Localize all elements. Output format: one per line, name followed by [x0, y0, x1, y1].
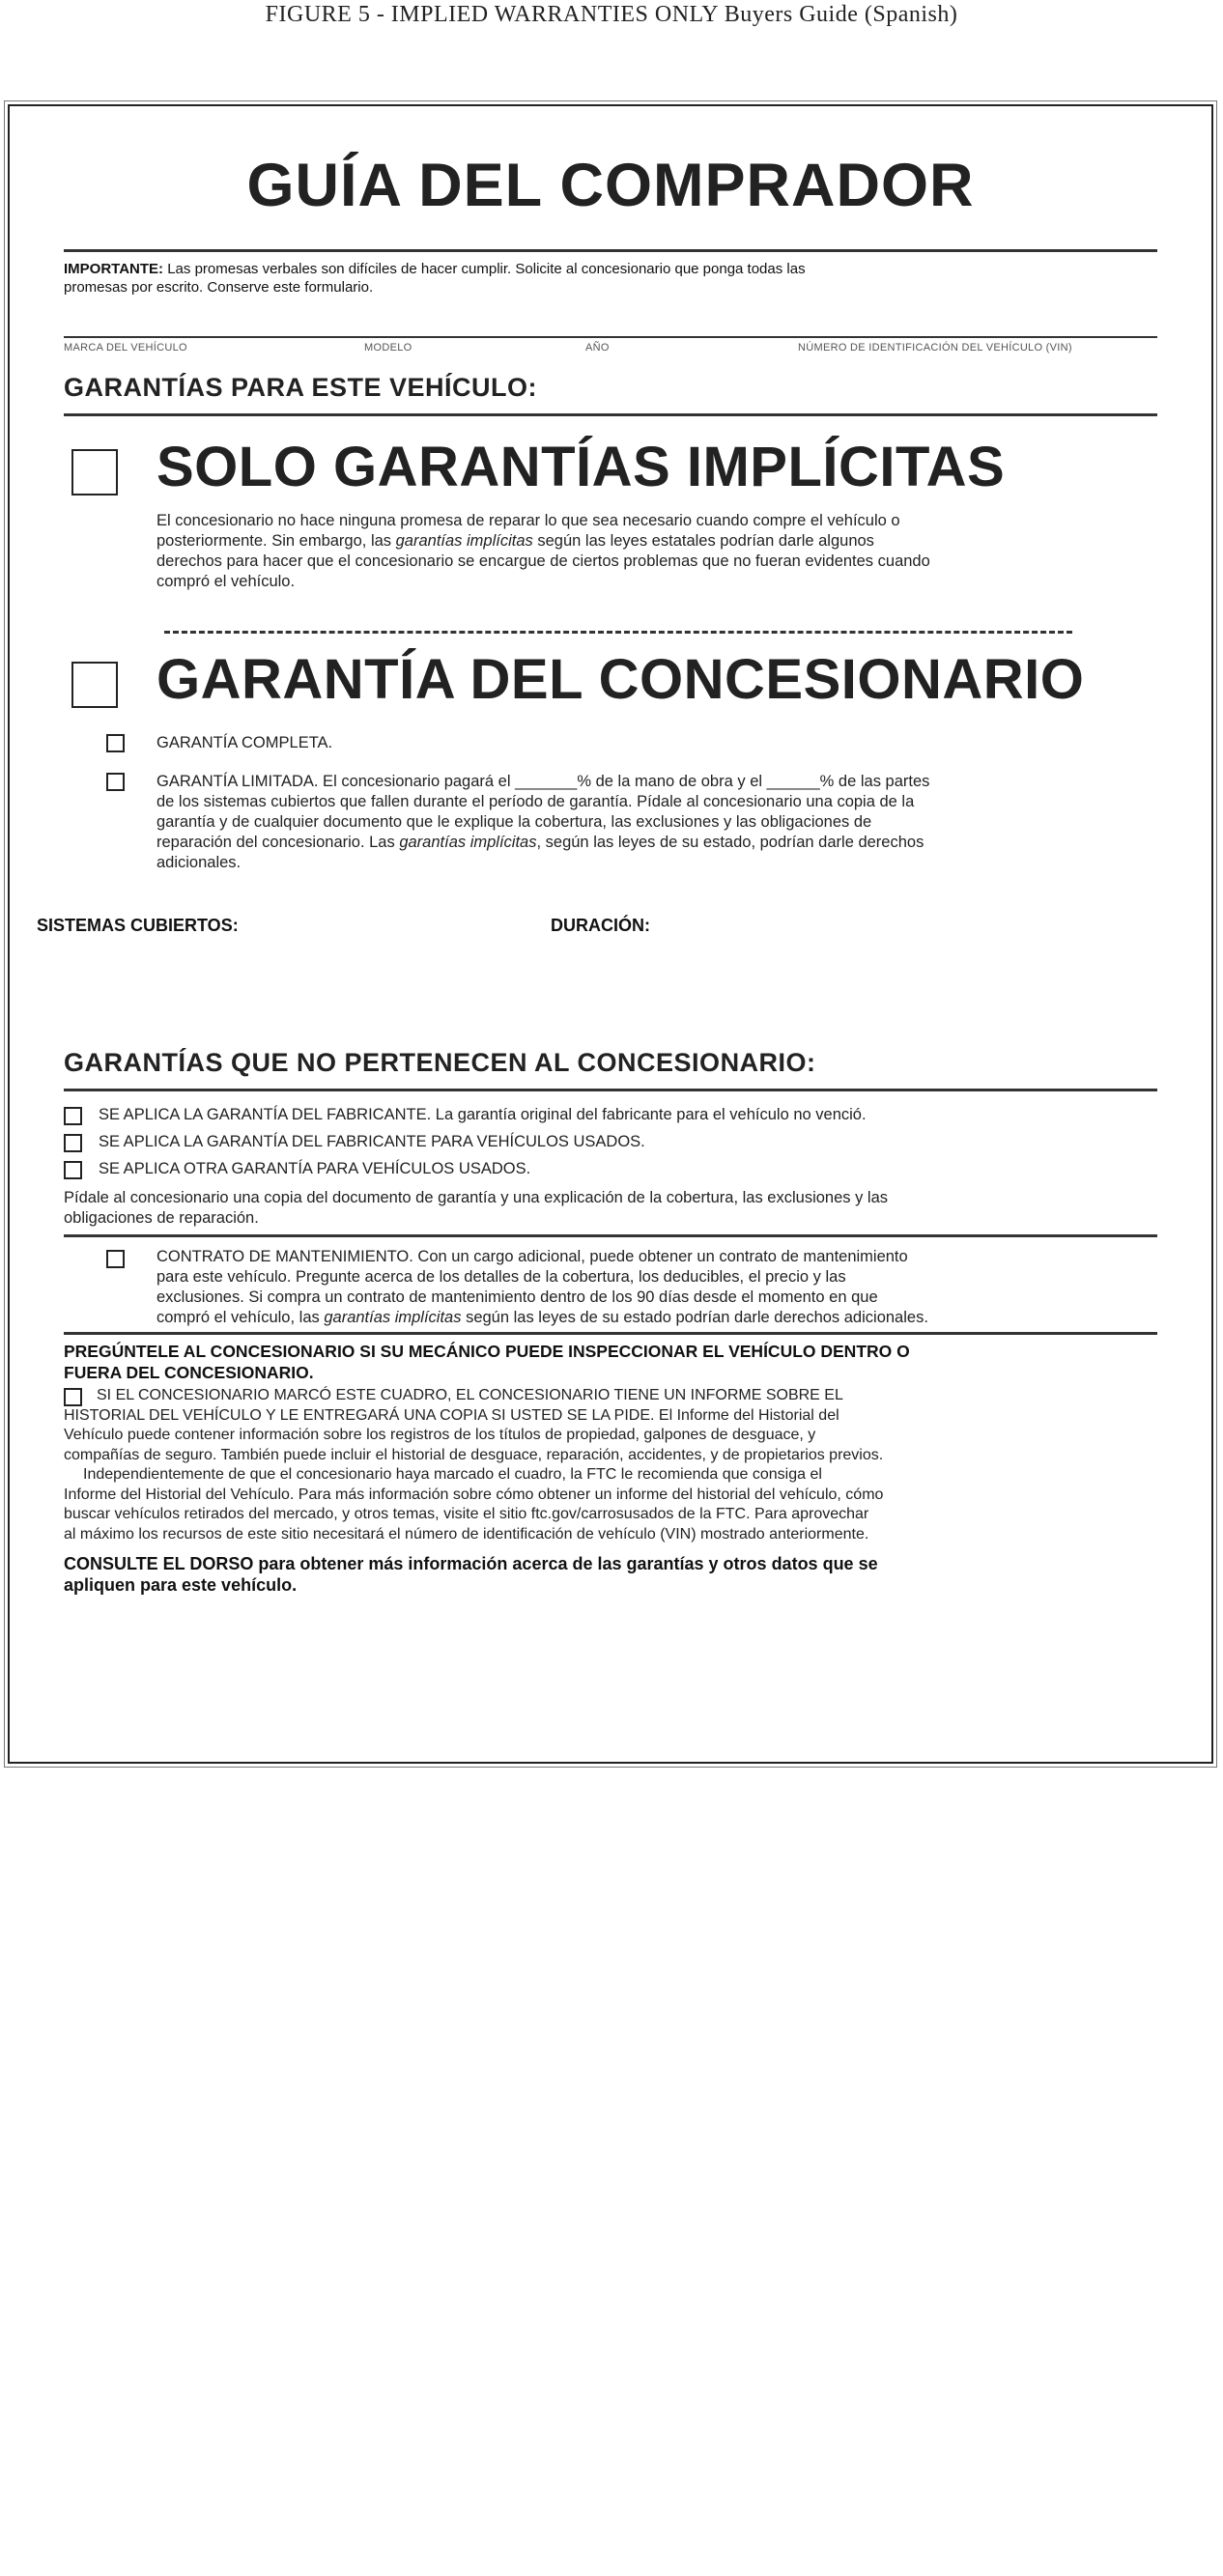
manufacturer-used-warranty-option: SE APLICA LA GARANTÍA DEL FABRICANTE PARA VEHÍCULOS USADOS. [99, 1133, 645, 1150]
other-used-warranty-option: SE APLICA OTRA GARANTÍA PARA VEHÍCULOS USADOS. [99, 1160, 531, 1177]
warranties-rule [64, 413, 1157, 416]
dashed-divider [164, 631, 1072, 634]
implied-line-4: compró el vehículo. [156, 573, 296, 590]
important-label: IMPORTANTE: [64, 261, 164, 277]
important-notice [64, 260, 1165, 297]
other-used-warranty-checkbox[interactable] [64, 1161, 82, 1179]
maintenance-line-2: para este vehículo. Pregunte acerca de los detalles de la cobertura, los deducibles, el precio y las [156, 1268, 846, 1286]
limited-warranty-checkbox[interactable] [106, 773, 125, 791]
important-text-2: promesas por escrito. Conserve este formulario. [64, 279, 374, 296]
non-dealer-rule [64, 1089, 1157, 1091]
limited-line-4b: garantías implícitas [399, 834, 537, 851]
inspection-rule [64, 1332, 1157, 1335]
inspection-question [64, 1341, 1165, 1383]
see-back-notice [64, 1553, 1165, 1596]
inspection-line-1: PREGÚNTELE AL CONCESIONARIO SI SU MECÁNICO PUEDE INSPECCIONAR EL VEHÍCULO DENTRO O [64, 1342, 910, 1361]
implied-line-1: El concesionario no hace ninguna promesa de reparar lo que sea necesario cuando compre el vehículo o [156, 512, 900, 529]
important-text-1: Las promesas verbales son difíciles de hacer cumplir. Solicite al concesionario que ponga todas las [163, 261, 806, 277]
opt1-detail: La garantía original del fabricante para el vehículo no venció. [431, 1106, 867, 1123]
buyers-guide-form [8, 104, 1213, 1764]
ask-line-2: obligaciones de reparación. [64, 1209, 259, 1227]
vehicle-make-label: MARCA DEL VEHÍCULO [64, 342, 187, 354]
dealer-warranty-heading: GARANTÍA DEL CONCESIONARIO [156, 648, 1085, 711]
inspection-line-2: FUERA DEL CONCESIONARIO. [64, 1363, 314, 1382]
manufacturer-used-warranty-checkbox[interactable] [64, 1134, 82, 1152]
maintenance-line-4b: garantías implícitas [324, 1309, 462, 1326]
history-line-2b: El Informe del Historial del [654, 1406, 839, 1424]
implied-warranty-heading: SOLO GARANTÍAS IMPLÍCITAS [156, 436, 1006, 498]
duration-label: DURACIÓN: [551, 916, 650, 935]
history-line-4: compañías de seguro. También puede incluir el historial de desguace, reparación, accidentes, y de propietarios previos. [64, 1446, 884, 1463]
implied-warranty-checkbox[interactable] [71, 449, 118, 495]
limited-line-4c: , según las leyes de su estado, podrían darle derechos [536, 834, 924, 851]
history-line-5: Independientemente de que el concesionario haya marcado el cuadro, la FTC le recomienda que consiga el [83, 1466, 822, 1483]
manufacturer-warranty-checkbox[interactable] [64, 1107, 82, 1125]
ask-line-1: Pídale al concesionario una copia del documento de garantía y una explicación de la cobertura, las exclusiones y las [64, 1189, 889, 1206]
implied-line-2a: posteriormente. Sin embargo, las [156, 532, 396, 550]
limited-line-2: de los sistemas cubiertos que fallen durante el período de garantía. Pídale al concesionario una copia de la [156, 793, 915, 810]
maintenance-contract-text [156, 1247, 1180, 1328]
implied-line-2c: según las leyes estatales podrían darle algunos [532, 532, 874, 550]
history-line-8: al máximo los recursos de este sitio necesitará el número de identificación de vehículo (VIN) mostrado anteriormente. [64, 1525, 869, 1543]
maintenance-line-4c: según las leyes de su estado podrían darle derechos adicionales. [461, 1309, 928, 1326]
limited-line-4a: reparación del concesionario. Las [156, 834, 400, 851]
vehicle-vin-label: NÚMERO DE IDENTIFICACIÓN DEL VEHÍCULO (VIN) [798, 342, 1072, 354]
maintenance-line-4a: compró el vehículo, las [156, 1309, 325, 1326]
full-warranty-label: GARANTÍA COMPLETA. [156, 734, 333, 751]
ask-copy-text [64, 1188, 1155, 1229]
implied-warranty-text [156, 511, 1171, 592]
footer-line-1b: para obtener más información acerca de las garantías y otros datos que se [253, 1554, 878, 1573]
limited-line-3: garantía y de cualquier documento que le explique la cobertura, las exclusiones y las obligaciones de [156, 813, 872, 831]
maintenance-rule [64, 1234, 1157, 1237]
figure-caption: FIGURE 5 - IMPLIED WARRANTIES ONLY Buyers Guide (Spanish) [265, 2, 958, 27]
limited-line-5: adicionales. [156, 854, 242, 871]
history-line-7: buscar vehículos retirados del mercado, y otros temas, visite el sitio ftc.gov/carrosusados de la FTC. Para aprovechar [64, 1506, 869, 1522]
manufacturer-warranty-option [99, 1105, 867, 1125]
limited-line-1: GARANTÍA LIMITADA. El concesionario pagará el _______% de la mano de obra y el ______% de las partes [156, 773, 930, 790]
page-title: GUÍA DEL COMPRADOR [246, 152, 975, 219]
maintenance-line-1: CONTRATO DE MANTENIMIENTO. Con un cargo adicional, puede obtener un contrato de mantenimiento [156, 1248, 908, 1265]
maintenance-contract-checkbox[interactable] [106, 1250, 125, 1268]
implied-line-2b: garantías implícitas [395, 532, 533, 550]
dealer-warranty-checkbox[interactable] [71, 662, 118, 708]
vehicle-model-label: MODELO [364, 342, 412, 354]
footer-line-1a: CONSULTE EL DORSO [64, 1554, 254, 1573]
history-line-3: Vehículo puede contener información sobre los registros de los títulos de propiedad, galpones de desguace, y [64, 1427, 816, 1443]
history-line-6: Informe del Historial del Vehículo. Para más información sobre cómo obtener un informe del historial del vehículo, cómo [64, 1486, 884, 1503]
history-line-2a: HISTORIAL DEL VEHÍCULO Y LE ENTREGARÁ UNA COPIA SI USTED SE LA PIDE. [64, 1406, 655, 1424]
full-warranty-checkbox[interactable] [106, 734, 125, 752]
history-line-1: SI EL CONCESIONARIO MARCÓ ESTE CUADRO, EL CONCESIONARIO TIENE UN INFORME SOBRE EL [97, 1387, 843, 1403]
history-report-text [64, 1386, 1175, 1544]
non-dealer-warranties-header: GARANTÍAS QUE NO PERTENECEN AL CONCESIONARIO: [64, 1048, 816, 1077]
title-rule [64, 249, 1157, 252]
vehicle-fields-rule [64, 336, 1157, 338]
implied-line-3: derechos para hacer que el concesionario se encargue de ciertos problemas que no fueran evidentes cuando [156, 552, 930, 570]
warranties-header: GARANTÍAS PARA ESTE VEHÍCULO: [64, 373, 538, 402]
maintenance-line-3: exclusiones. Si compra un contrato de mantenimiento dentro de los 90 días desde el momento en que [156, 1288, 878, 1306]
opt1-label: SE APLICA LA GARANTÍA DEL FABRICANTE. [99, 1106, 432, 1123]
limited-warranty-text [156, 772, 1171, 873]
systems-covered-label: SISTEMAS CUBIERTOS: [37, 916, 239, 935]
vehicle-year-label: AÑO [585, 342, 610, 354]
footer-line-2: apliquen para este vehículo. [64, 1575, 298, 1595]
